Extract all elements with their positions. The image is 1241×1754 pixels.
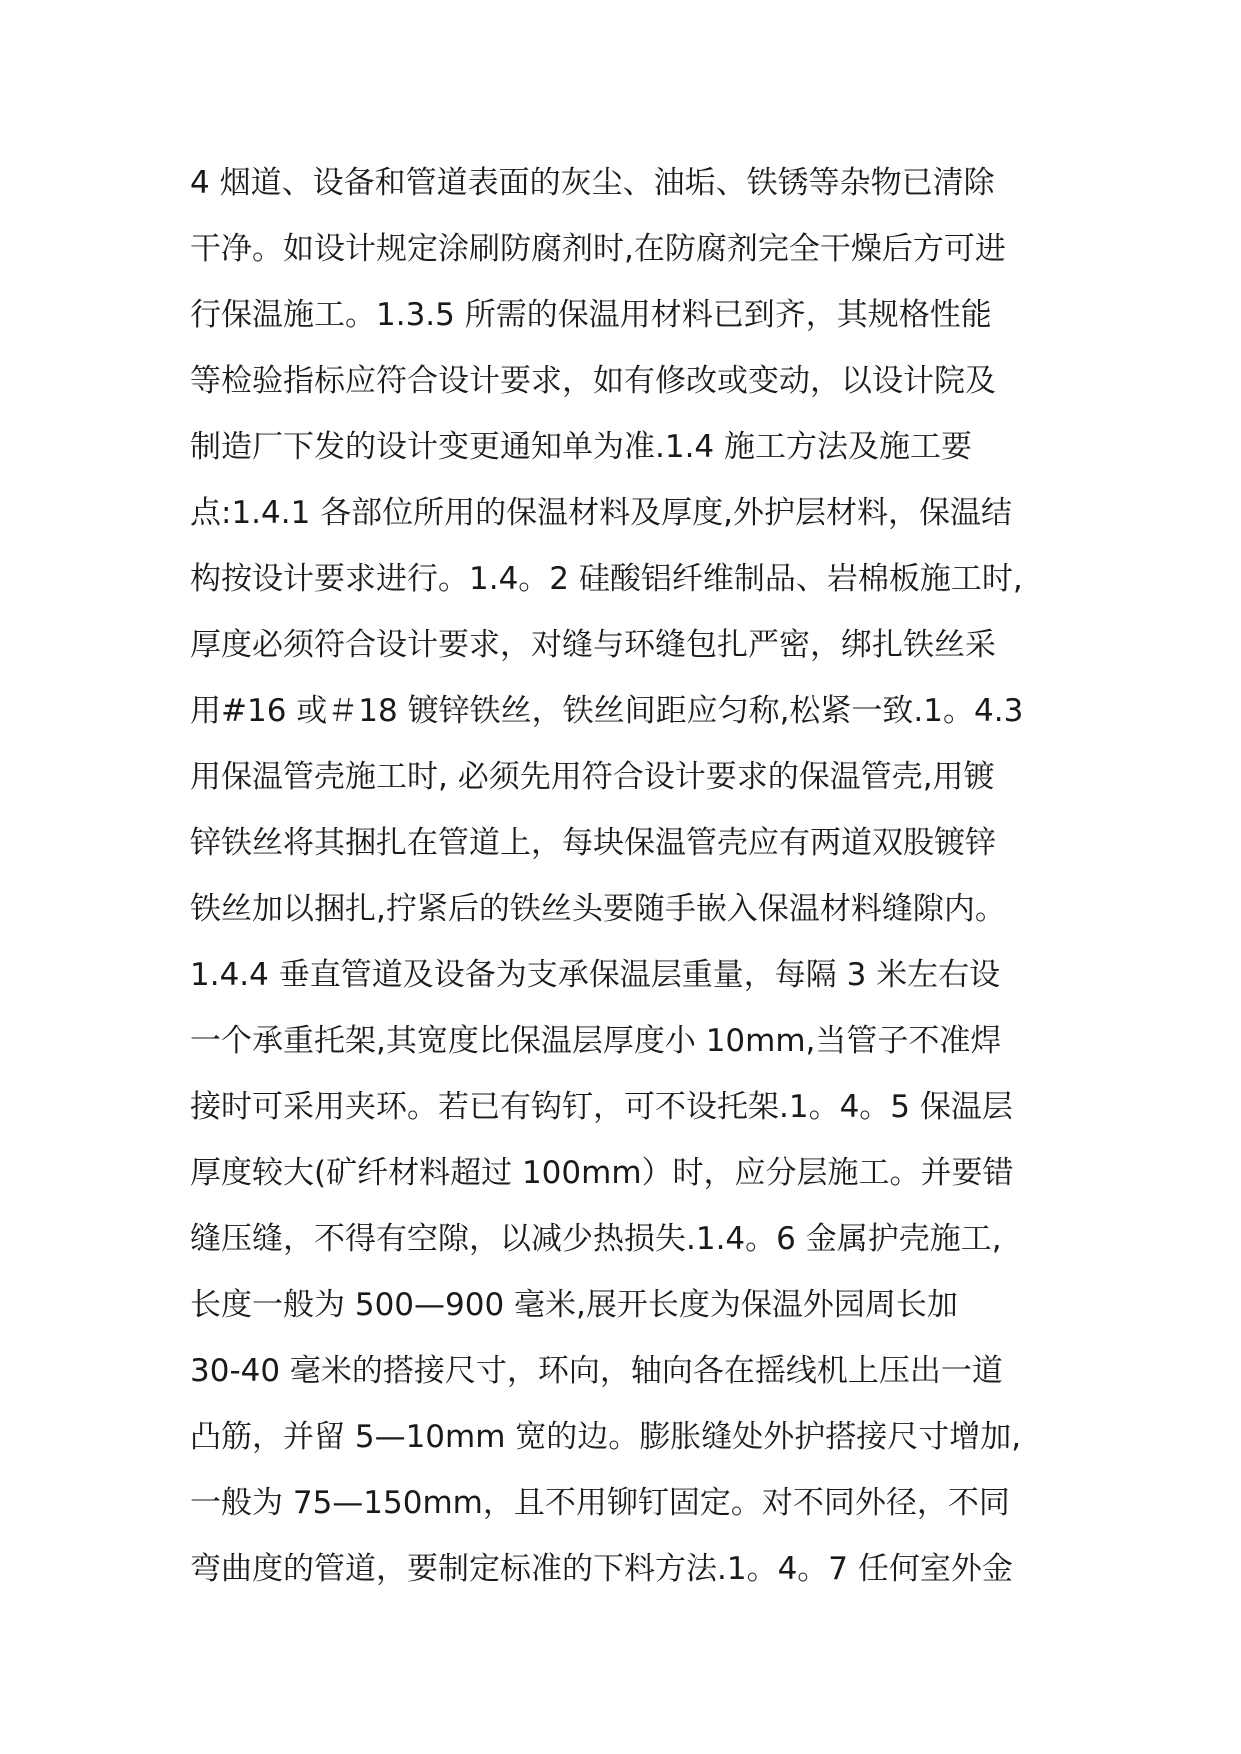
- text-line: 4 烟道、设备和管道表面的灰尘、油垢、铁锈等杂物已清除: [190, 165, 995, 201]
- text-line: 制造厂下发的设计变更通知单为准.1.4 施工方法及施工要: [190, 429, 973, 465]
- text-line: 点:1.4.1 各部位所用的保温材料及厚度,外护层材料，保温结: [190, 495, 1013, 531]
- text-line: 缝压缝，不得有空隙，以减少热损失.1.4。6 金属护壳施工,: [190, 1221, 1002, 1257]
- text-line: 凸筋，并留 5—10mm 宽的边。膨胀缝处外护搭接尺寸增加,: [190, 1419, 1022, 1455]
- body-text: [190, 150, 1070, 1602]
- text-line: 行保温施工。1.3.5 所需的保温用材料已到齐，其规格性能: [190, 297, 992, 333]
- text-line: 用保温管壳施工时, 必须先用符合设计要求的保温管壳,用镀: [190, 759, 995, 795]
- text-line: 厚度必须符合设计要求，对缝与环缝包扎严密，绑扎铁丝采: [190, 627, 996, 663]
- text-line: 长度一般为 500—900 毫米,展开长度为保温外园周长加: [190, 1287, 958, 1323]
- text-line: 干净。如设计规定涂刷防腐剂时,在防腐剂完全干燥后方可进: [190, 231, 1006, 267]
- text-line: 接时可采用夹环。若已有钩钉，可不设托架.1。4。5 保温层: [190, 1089, 1013, 1125]
- text-line: 用#16 或＃18 镀锌铁丝，铁丝间距应匀称,松紧一致.1。4.3: [190, 693, 1024, 729]
- text-line: 30-40 毫米的搭接尺寸，环向，轴向各在摇线机上压出一道: [190, 1353, 1003, 1389]
- text-line: 铁丝加以捆扎,拧紧后的铁丝头要随手嵌入保温材料缝隙内。: [190, 891, 1006, 927]
- text-line: 一个承重托架,其宽度比保温层厚度小 10mm,当管子不准焊: [190, 1023, 1002, 1059]
- text-line: 1.4.4 垂直管道及设备为支承保温层重量，每隔 3 米左右设: [190, 957, 1001, 993]
- text-line: 构按设计要求进行。1.4。2 硅酸铝纤维制品、岩棉板施工时,: [190, 561, 1023, 597]
- text-line: 锌铁丝将其捆扎在管道上，每块保温管壳应有两道双股镀锌: [190, 825, 996, 861]
- text-line: 厚度较大(矿纤材料超过 100mm）时，应分层施工。并要错: [190, 1155, 1014, 1191]
- text-line: 弯曲度的管道，要制定标准的下料方法.1。4。7 任何室外金: [190, 1551, 1013, 1587]
- text-line: 等检验指标应符合设计要求，如有修改或变动，以设计院及: [190, 363, 996, 399]
- text-line: 一般为 75—150mm，且不用铆钉固定。对不同外径，不同: [190, 1485, 1010, 1521]
